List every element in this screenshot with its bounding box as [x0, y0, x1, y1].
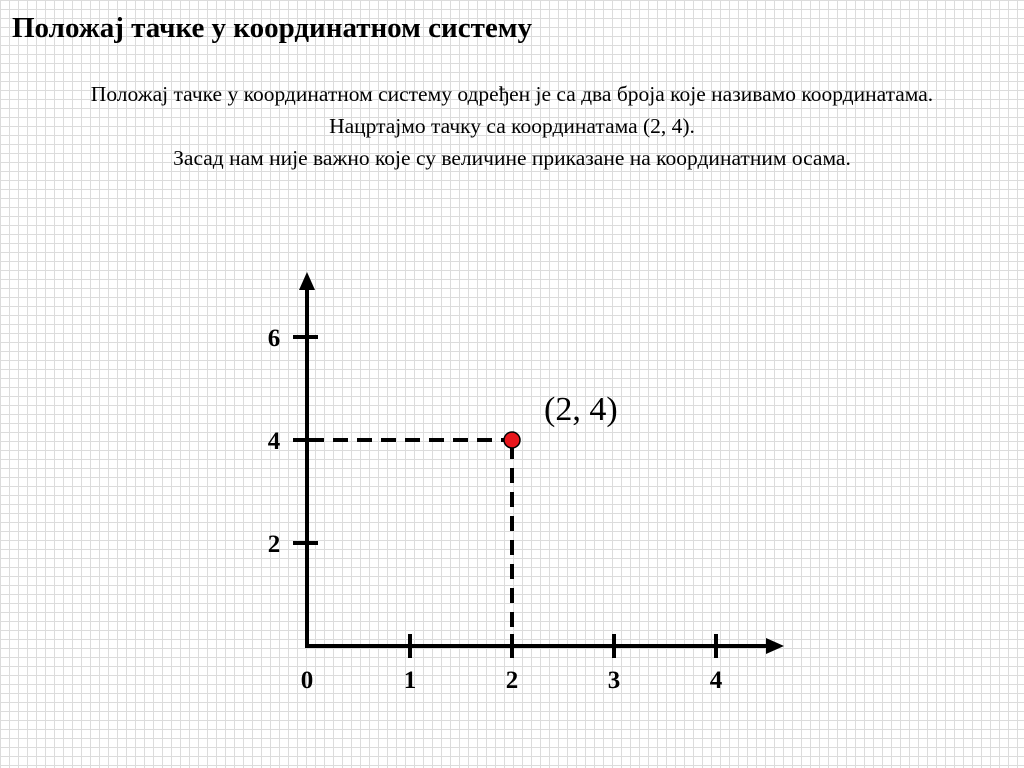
text-line-2: Нацртајмо тачку са координатама (2, 4).: [329, 114, 695, 138]
y-tick-label-6: 6: [267, 325, 281, 352]
x-tick-label-2: 2: [505, 667, 519, 694]
text-line-3: Засад нам није важно које су величине приказане на координатним осама.: [173, 146, 851, 170]
y-tick-label-2: 2: [267, 531, 281, 558]
text-line-1: Положај тачке у координатном систему одређен је са два броја које називамо координатама.: [90, 82, 934, 106]
x-axis-arrow: [766, 638, 784, 654]
x-tick-label-4: 4: [709, 667, 723, 694]
x-tick-label-0: 0: [300, 667, 314, 694]
y-axis-arrow: [299, 272, 315, 290]
x-tick-label-3: 3: [607, 667, 621, 694]
point-label: (2, 4): [544, 391, 618, 428]
x-tick-label-1: 1: [403, 667, 417, 694]
y-tick-label-4: 4: [267, 428, 281, 455]
slide-title: Положај тачке у координатном систему: [12, 12, 532, 44]
point-marker: [504, 432, 520, 448]
